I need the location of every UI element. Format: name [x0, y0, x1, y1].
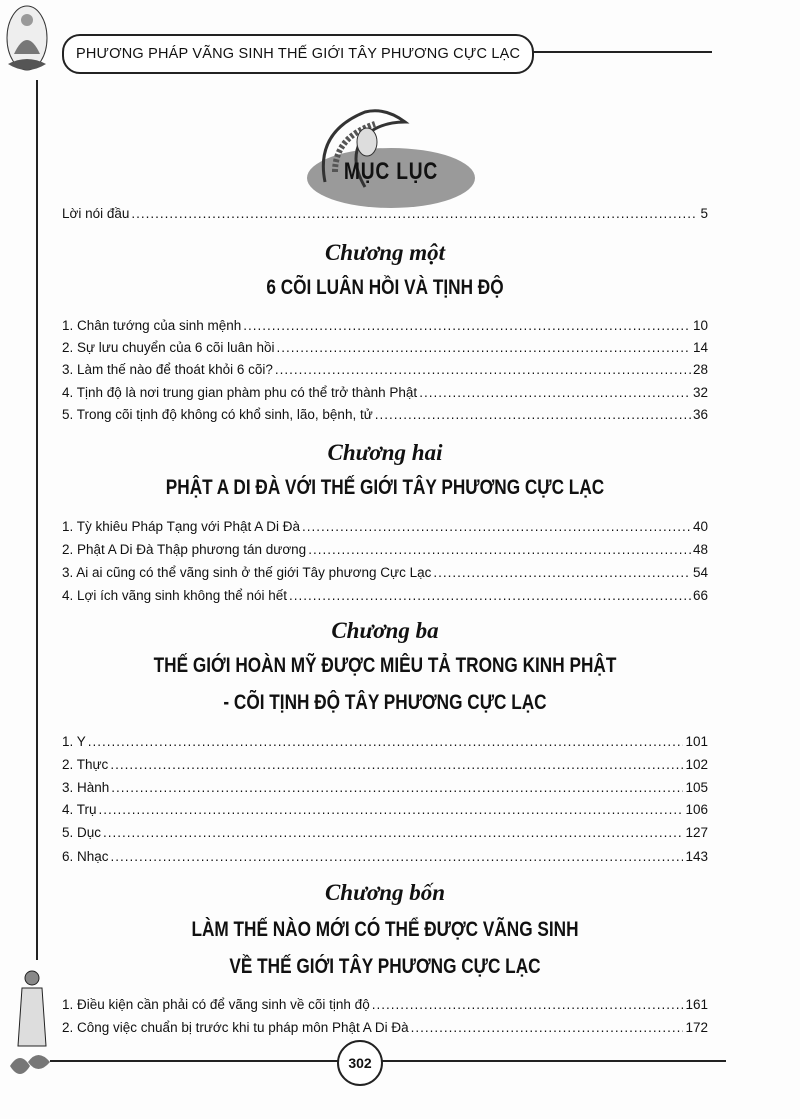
page-number: 302: [337, 1040, 383, 1086]
toc-entry-intro[interactable]: [62, 206, 708, 221]
entry-page: 28: [692, 362, 708, 377]
entry-page: 101: [685, 734, 708, 749]
entry-label: 4. Trụ: [62, 802, 97, 817]
chapter-label: Chương hai: [327, 440, 443, 465]
entry-page: 54: [692, 565, 708, 580]
entry-page: 40: [692, 519, 708, 534]
toc-entry[interactable]: [62, 542, 708, 557]
dot-leader: [275, 362, 691, 377]
dot-leader: [433, 565, 691, 580]
footer-rule-left: [50, 1060, 340, 1062]
toc-entry[interactable]: [62, 565, 708, 580]
toc-entry[interactable]: [62, 362, 708, 377]
entry-page: 172: [685, 1020, 708, 1035]
buddha-icon: [4, 4, 50, 78]
footer-rule-right: [378, 1060, 726, 1062]
toc-entry[interactable]: [62, 849, 708, 864]
toc-entry[interactable]: [62, 997, 708, 1012]
dot-leader: [103, 825, 683, 840]
entry-label: 1. Y: [62, 734, 86, 749]
dot-leader: [99, 802, 684, 817]
toc-entry[interactable]: [62, 757, 708, 772]
entry-label: 2. Công việc chuẩn bị trước khi tu pháp môn Phật A Di Đà: [62, 1020, 409, 1035]
entry-page: 14: [692, 340, 708, 355]
entry-label: 5. Dục: [62, 825, 102, 840]
entry-page: 32: [692, 385, 708, 400]
dot-leader: [411, 1020, 684, 1035]
entry-page: 66: [692, 588, 708, 603]
chapter-title: THẾ GIỚI HOÀN MỸ ĐƯỢC MIÊU TẢ TRONG KINH PHẬT: [153, 654, 617, 677]
toc-entry[interactable]: [62, 318, 708, 333]
chapter-subtitle: VỀ THẾ GIỚI TÂY PHƯƠNG CỰC LẠC: [229, 955, 541, 978]
entry-page: 105: [685, 780, 708, 795]
dot-leader: [88, 734, 684, 749]
toc-entry[interactable]: [62, 802, 708, 817]
dot-leader: [131, 206, 698, 221]
entry-label: 2. Phật A Di Đà Thập phương tán dương: [62, 542, 307, 557]
entry-label: 1. Điều kiện cần phải có để vãng sinh về cõi tịnh độ: [62, 997, 370, 1012]
chapter-subtitle: - CÕI TỊNH ĐỘ TÂY PHƯƠNG CỰC LẠC: [223, 691, 547, 714]
dot-leader: [289, 588, 691, 603]
dot-leader: [111, 849, 684, 864]
toc-entry[interactable]: [62, 588, 708, 603]
entry-page: 127: [685, 825, 708, 840]
chapter-label: Chương bốn: [324, 880, 446, 905]
toc-entry[interactable]: [62, 1020, 708, 1035]
toc-entry[interactable]: [62, 519, 708, 534]
dot-leader: [372, 997, 684, 1012]
dot-leader: [243, 318, 691, 333]
entry-label: 3. Làm thế nào để thoát khỏi 6 cõi?: [62, 362, 273, 377]
dot-leader: [302, 519, 691, 534]
dot-leader: [111, 780, 683, 795]
entry-label: 3. Ai ai cũng có thể vãng sinh ở thế giới Tây phương Cực Lạc: [62, 565, 432, 580]
toc-entry[interactable]: [62, 407, 708, 422]
entry-page: 102: [685, 757, 708, 772]
toc-title: MỤC LỤC: [343, 158, 439, 185]
entry-label: 4. Tịnh độ là nơi trung gian phàm phu có thể trở thành Phật: [62, 385, 418, 400]
toc-entry[interactable]: [62, 825, 708, 840]
margin-line: [36, 80, 38, 960]
entry-label: 2. Sự lưu chuyển của 6 cõi luân hồi: [62, 340, 275, 355]
entry-page: 10: [692, 318, 708, 333]
running-header: PHƯƠNG PHÁP VÃNG SINH THẾ GIỚI TÂY PHƯƠNG CỰC LẠC: [62, 34, 534, 74]
chapter-label: Chương ba: [331, 618, 439, 643]
dot-leader: [308, 542, 691, 557]
entry-label: 1. Tỳ khiêu Pháp Tạng với Phật A Di Đà: [62, 519, 300, 534]
entry-label: Lời nói đầu: [62, 206, 130, 221]
entry-label: 5. Trong cõi tịnh độ không có khổ sinh, lão, bệnh, tử: [62, 407, 373, 422]
entry-label: 1. Chân tướng của sinh mệnh: [62, 318, 242, 333]
toc-entry[interactable]: [62, 340, 708, 355]
monk-figure-icon: [6, 966, 54, 1086]
entry-page: 5: [700, 206, 708, 221]
entry-page: 106: [685, 802, 708, 817]
dot-leader: [276, 340, 691, 355]
entry-label: 6. Nhạc: [62, 849, 109, 864]
entry-page: 143: [685, 849, 708, 864]
entry-page: 161: [685, 997, 708, 1012]
entry-label: 2. Thực: [62, 757, 109, 772]
entry-page: 48: [692, 542, 708, 557]
chapter-title: LÀM THẾ NÀO MỚI CÓ THỂ ĐƯỢC VÃNG SINH: [191, 918, 579, 941]
chapter-title: PHẬT A DI ĐÀ VỚI THẾ GIỚI TÂY PHƯƠNG CỰC LẠC: [165, 476, 605, 499]
chapter-title: 6 CÕI LUÂN HỒI VÀ TỊNH ĐỘ: [266, 276, 504, 299]
toc-entry[interactable]: [62, 780, 708, 795]
dot-leader: [110, 757, 683, 772]
toc-entry[interactable]: [62, 385, 708, 400]
entry-page: 36: [692, 407, 708, 422]
chapter-label: Chương một: [324, 240, 446, 265]
dot-leader: [375, 407, 691, 422]
toc-entry[interactable]: [62, 734, 708, 749]
entry-label: 3. Hành: [62, 780, 110, 795]
entry-label: 4. Lợi ích vãng sinh không thể nói hết: [62, 588, 288, 603]
dot-leader: [419, 385, 691, 400]
